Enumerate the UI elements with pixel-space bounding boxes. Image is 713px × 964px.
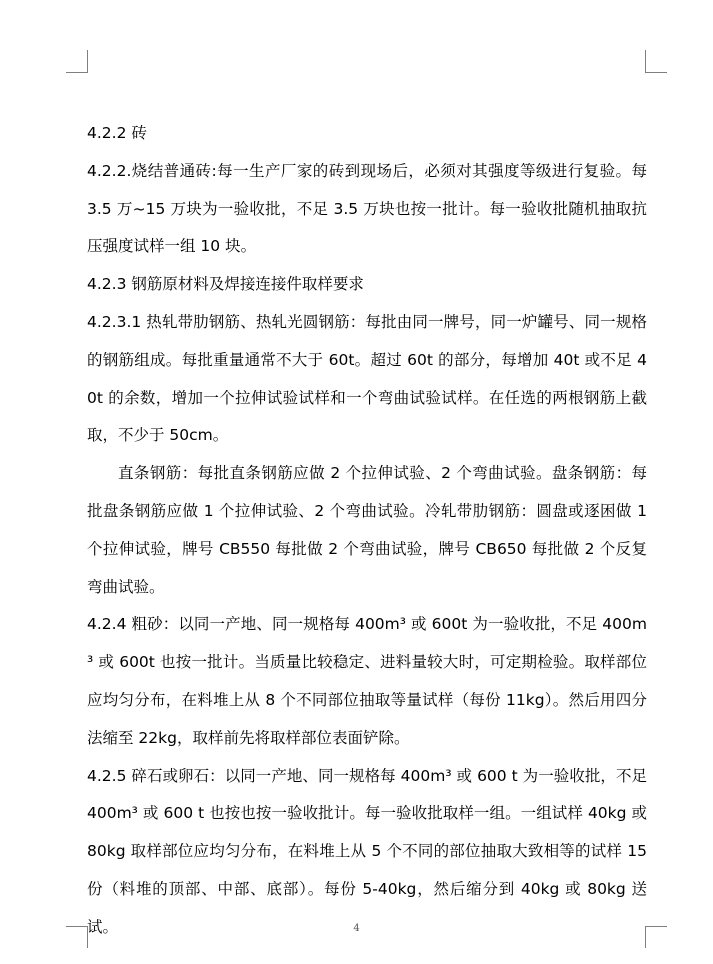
crop-mark-top-left-vertical — [87, 50, 88, 72]
paragraph-hot-rolled-rebar: 4.2.3.1 热轧带肋钢筋、热轧光圆钢筋：每批由同一牌号，同一炉罐号、同一规格的钢筋组成。每批重量通常不大于 60t。超过 60t 的部分，每增加 40t 或不足 40t 的余数，增加一个拉伸试验试样和一个弯曲试验试样。在任选的两根钢筋上截取，不少于 50cm。 — [87, 312, 647, 445]
crop-mark-top-right-vertical — [645, 50, 646, 72]
crop-mark-top-right-horizontal — [645, 72, 667, 73]
page-number: 4 — [353, 923, 360, 934]
paragraph-coarse-sand: 4.2.4 粗砂：以同一产地、同一规格每 400m³ 或 600t 为一验收批，不足 400m³ 或 600t 也按一批计。当质量比较稳定、进料量较大时，可定期检验。取样部位应均匀分布，在料堆上从 8 个不同部位抽取等量试样（每份 11kg）。然后用四分法缩至 22kg，取样前先将取样部位表面铲除。 — [87, 615, 647, 747]
paragraph-straight-rebar: 直条钢筋：每批直条钢筋应做 2 个拉伸试验、2 个弯曲试验。盘条钢筋：每批盘条钢筋应做 1 个拉伸试验、2 个弯曲试验。冷轧带肋钢筋：圆盘或逐困做 1 个拉伸试验，牌号 CB550 每批做 2 个弯曲试验，牌号 CB650 每批做 2 个反复弯曲试验。 — [87, 464, 647, 596]
paragraph-brick: 4.2.2.烧结普通砖:每一生产厂家的砖到现场后，必须对其强度等级进行复验。每 3.5 万~15 万块为一验收批，不足 3.5 万块也按一批计。每一验收批随机抽取抗压强度试样一组 10 块。 — [87, 161, 647, 256]
crop-mark-top-left-horizontal — [66, 72, 88, 73]
heading-4-2-2: 4.2.2 砖 — [87, 124, 147, 142]
heading-4-2-3: 4.2.3 钢筋原材料及焊接连接件取样要求 — [87, 275, 364, 294]
document-body — [87, 115, 647, 947]
paragraph-gravel: 4.2.5 碎石或卵石：以同一产地、同一规格每 400m³ 或 600 t 为一验收批，不足 400m³ 或 600 t 也按也按一验收批计。每一验收批取样一组。一组试样 40kg 或 80kg 取样部位应均匀分布，在料堆上从 5 个不同的部位抽取大致相等的试样 15 份（料堆的顶部、中部、底部）。每份 5-40kg，然后缩分到 40kg 或 80kg 送试。 — [87, 766, 647, 936]
